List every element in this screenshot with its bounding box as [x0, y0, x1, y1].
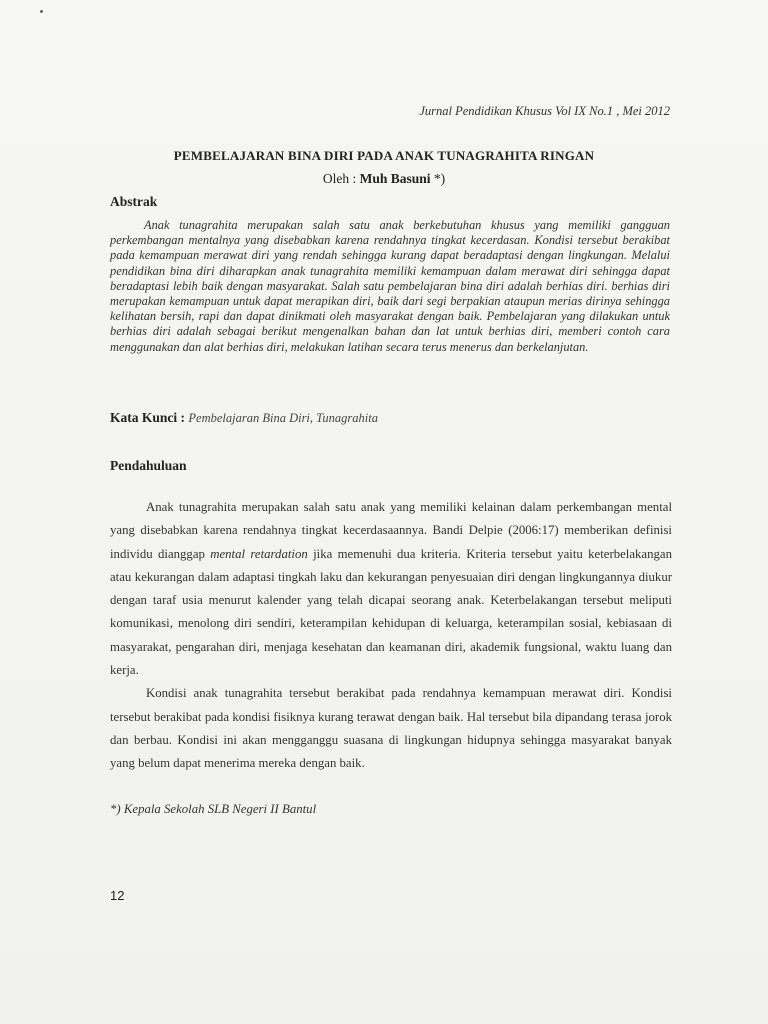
author-prefix: Oleh :: [322, 171, 360, 186]
abstract-body: Anak tunagrahita merupakan salah satu anak berkebutuhan khusus yang memiliki gangguan perkembangan mentalnya yang disebabkan karena rendahnya tingkat kecerdasan. Kondisi tersebut berakibat pada kemampuan merawat diri yang rendah sehingga kurang dapat beradaptasi dengan lingkungan. Melalui pendidikan bina diri diharapkan anak tunagrahita memiliki kemampuan dalam merawat diri sehingga dapat beradaptasi lebih baik dengan masyarakat. Salah satu pembelajaran bina diri adalah berhias diri. berhias diri merupakan kemampuan untuk dapat merapikan diri, baik dari segi berpakian ataupun merias dirinya sehingga kelihatan bersih, rapi dan dapat dinikmati oleh masyarakat dengan baik. Pembelajaran yang dilakukan untuk berhias diri adalah sebagai berikut mengenalkan bahan dan lat untuk berhias diri, memberi contoh cara menggunakan dan alat berhias diri, melakukan latihan secara terus menerus dan berkelanjutan.: [110, 218, 670, 354]
keywords-line: [110, 410, 378, 426]
scan-speck: [40, 10, 43, 13]
intro-p1-part-a: Anak tunagrahita merupakan salah satu anak yang memiliki kelainan dalam perkembangan mental yang disebabkan karena rendahnya tingkat kecerdasaannya. Bandi Delpie (2006:17) memberikan definisi individu dianggap: [110, 500, 672, 561]
intro-paragraph-1: [110, 496, 672, 682]
intro-paragraph-2: Kondisi anak tunagrahita tersebut berakibat pada rendahnya kemampuan merawat diri. Kondisi tersebut berakibat pada kondisi fisiknya kurang terawat dengan baik. Hal tersebut bila dipandang terasa jorok dan berbau. Kondisi ini akan mengganggu suasana di lingkungan hidupnya sehingga masyarakat banyak yang belum dapat menerima mereka dengan baik.: [110, 686, 672, 771]
keywords-value: Pembelajaran Bina Diri, Tunagrahita: [188, 411, 378, 425]
abstract-heading: Abstrak: [110, 194, 158, 209]
keywords-label: Kata Kunci :: [110, 410, 189, 425]
page-number: 12: [110, 888, 125, 903]
term-mental-retardation: mental retardation: [210, 546, 308, 561]
author-line: [0, 171, 768, 187]
author-name: Muh Basuni: [359, 171, 431, 186]
section-heading-pendahuluan: Pendahuluan: [110, 458, 187, 473]
intro-p1-part-b: jika memenuhi dua kriteria. Kriteria tersebut yaitu keterbelakangan atau kekurangan dalam adaptasi tingkah laku dan kekurangan penyesuaian diri dengan lingkungannya diukur dengan taraf usia menurut kalender yang telah dicapai seorang anak. Keterbelakangan tersebut meliputi komunikasi, menolong diri sendiri, keterampilan kehidupan di keluarga, keterampilan sosial, kebiasaan di masyarakat, pengarahan diri, menjaga kesehatan dan keamanan diri, akademik fungsional, waktu luang dan kerja.: [110, 546, 672, 678]
journal-header: Jurnal Pendidikan Khusus Vol IX No.1 , Mei 2012: [419, 104, 670, 118]
author-footnote: *) Kepala Sekolah SLB Negeri II Bantul: [110, 802, 317, 816]
author-footnote-mark: *): [430, 171, 446, 186]
article-title: PEMBELAJARAN BINA DIRI PADA ANAK TUNAGRAHITA RINGAN: [173, 148, 595, 163]
introduction-body: [110, 496, 672, 776]
